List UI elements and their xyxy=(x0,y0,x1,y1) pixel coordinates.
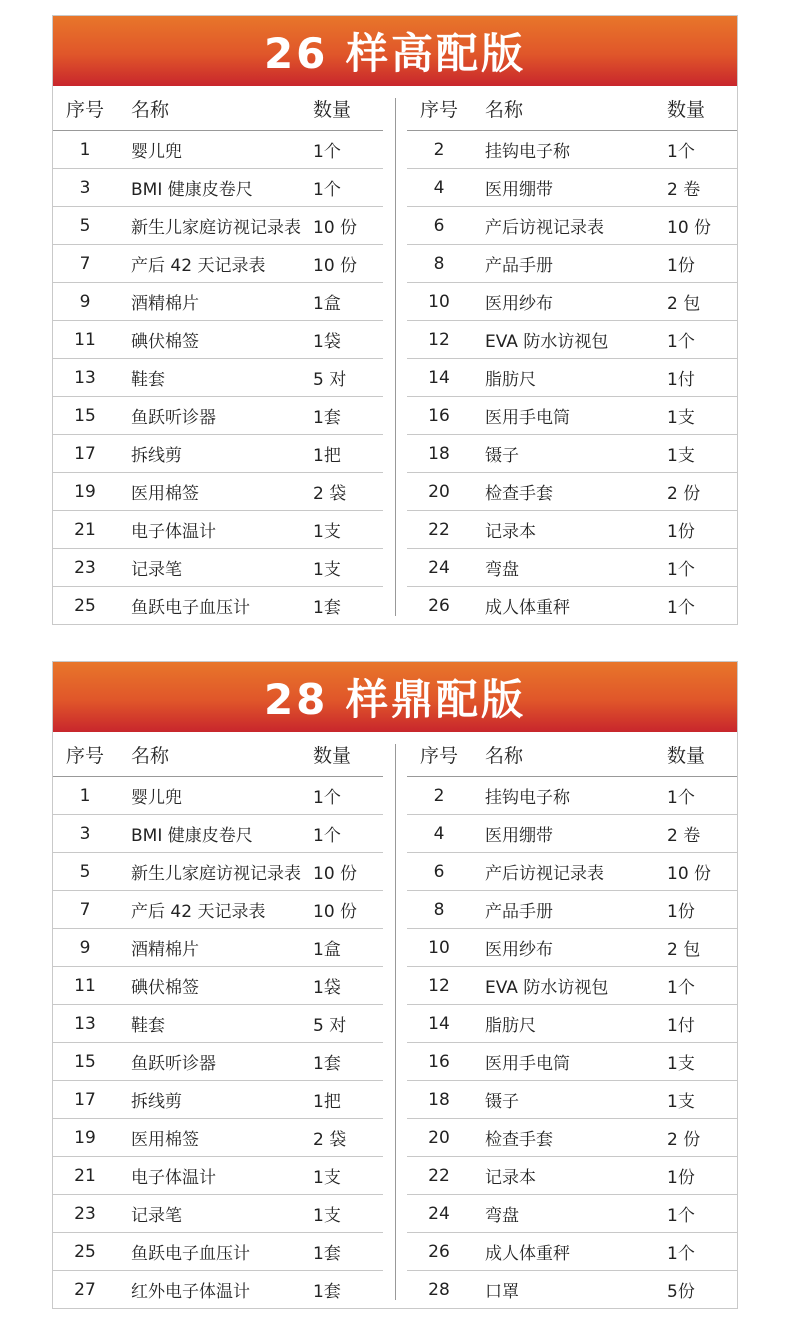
table-row xyxy=(53,891,383,929)
item-number: 6 xyxy=(407,207,471,245)
item-number: 16 xyxy=(407,1043,471,1081)
item-name: 医用手电筒 xyxy=(471,397,667,435)
table-row xyxy=(407,1081,737,1119)
table-header-row xyxy=(53,86,383,131)
item-name: 产品手册 xyxy=(471,245,667,283)
item-quantity: 1套 xyxy=(313,1043,383,1081)
item-number: 11 xyxy=(53,967,117,1005)
table-row xyxy=(53,549,383,587)
item-number: 16 xyxy=(407,397,471,435)
item-quantity: 1把 xyxy=(313,435,383,473)
item-name: 鱼跃听诊器 xyxy=(117,1043,313,1081)
header-name: 名称 xyxy=(471,86,667,131)
table-row xyxy=(407,1005,737,1043)
table-row xyxy=(53,245,383,283)
item-name: 酒精棉片 xyxy=(117,283,313,321)
right-column xyxy=(395,732,737,1308)
table-row xyxy=(407,321,737,359)
item-name: 成人体重秤 xyxy=(471,1233,667,1271)
table-row xyxy=(53,1119,383,1157)
item-name: 电子体温计 xyxy=(117,511,313,549)
table-row xyxy=(53,929,383,967)
item-name: 挂钩电子称 xyxy=(471,777,667,815)
item-number: 17 xyxy=(53,435,117,473)
table-columns xyxy=(53,732,737,1308)
item-number: 5 xyxy=(53,853,117,891)
item-name: 成人体重秤 xyxy=(485,598,570,618)
item-name: 产后 42 天记录表 xyxy=(117,891,313,929)
table-row xyxy=(53,397,383,435)
item-quantity: 2 份 xyxy=(667,473,737,511)
item-quantity: 1个 xyxy=(667,1233,737,1271)
item-name: 弯盘 xyxy=(471,549,667,587)
item-number: 18 xyxy=(407,435,471,473)
table-header-row xyxy=(53,732,383,777)
item-quantity: 10 份 xyxy=(667,207,737,245)
item-number: 8 xyxy=(407,245,471,283)
table-row xyxy=(407,1043,737,1081)
item-number: 10 xyxy=(407,929,471,967)
column-divider xyxy=(395,744,396,1300)
item-quantity: 1个 xyxy=(667,1195,737,1233)
table-row xyxy=(407,359,737,397)
item-number: 23 xyxy=(53,1195,117,1233)
item-quantity: 1个 xyxy=(667,321,737,359)
item-quantity: 1个 xyxy=(313,131,383,169)
table-row xyxy=(53,473,383,511)
table-row xyxy=(53,511,383,549)
item-quantity: 1套 xyxy=(313,397,383,435)
item-number: 3 xyxy=(53,169,117,207)
table-row xyxy=(53,359,383,397)
table-row xyxy=(407,1119,737,1157)
header-name: 名称 xyxy=(117,86,313,131)
section-title: 28 样鼎配版 xyxy=(53,662,737,732)
item-name: 鞋套 xyxy=(117,359,313,397)
item-name: 电子体温计 xyxy=(117,1157,313,1195)
item-number: 14 xyxy=(407,359,471,397)
items-table-left xyxy=(53,732,383,1308)
item-name: 鞋套 xyxy=(117,1005,313,1043)
item-quantity: 1盒 xyxy=(313,929,383,967)
item-name: 产后访视记录表 xyxy=(471,207,667,245)
item-name: 拆线剪 xyxy=(117,435,313,473)
table-row xyxy=(53,207,383,245)
item-quantity: 1个 xyxy=(313,815,383,853)
item-quantity: 1支 xyxy=(667,1081,737,1119)
item-number: 9 xyxy=(53,929,117,967)
item-quantity: 2 袋 xyxy=(313,473,383,511)
item-number: 5 xyxy=(53,207,117,245)
item-number: 19 xyxy=(53,1119,117,1157)
item-number: 15 xyxy=(53,1043,117,1081)
header-quantity: 数量 xyxy=(313,732,383,777)
table-row xyxy=(407,853,737,891)
item-number: 25 xyxy=(74,595,96,616)
item-number: 7 xyxy=(53,245,117,283)
item-quantity: 1份 xyxy=(667,511,737,549)
left-column xyxy=(53,732,395,1308)
item-number: 7 xyxy=(53,891,117,929)
item-quantity: 1个 xyxy=(313,777,383,815)
table-row xyxy=(407,397,737,435)
table-row xyxy=(53,1271,383,1309)
header-quantity: 数量 xyxy=(667,86,737,131)
item-quantity: 1付 xyxy=(667,359,737,397)
item-number: 18 xyxy=(407,1081,471,1119)
item-quantity: 1个 xyxy=(667,967,737,1005)
table-row xyxy=(407,1157,737,1195)
item-number: 12 xyxy=(407,321,471,359)
item-name: 新生儿家庭访视记录表 xyxy=(117,207,313,245)
item-name: 医用纱布 xyxy=(471,283,667,321)
item-name: 记录本 xyxy=(471,1157,667,1195)
item-quantity: 1套 xyxy=(313,1233,383,1271)
item-number: 8 xyxy=(407,891,471,929)
item-number: 15 xyxy=(53,397,117,435)
items-table-right xyxy=(407,732,737,1308)
item-number: 21 xyxy=(53,511,117,549)
item-quantity: 1支 xyxy=(667,1043,737,1081)
item-number: 24 xyxy=(407,1195,471,1233)
item-number: 10 xyxy=(407,283,471,321)
item-quantity: 1支 xyxy=(313,1157,383,1195)
item-quantity: 1个 xyxy=(313,169,383,207)
item-quantity: 1个 xyxy=(667,777,737,815)
item-quantity: 5 对 xyxy=(313,1005,383,1043)
table-row xyxy=(53,435,383,473)
item-quantity: 2 包 xyxy=(667,929,737,967)
table-row xyxy=(407,549,737,587)
item-name: BMI 健康皮卷尺 xyxy=(117,815,313,853)
table-row xyxy=(407,967,737,1005)
item-name: 医用棉签 xyxy=(117,473,313,511)
item-name: 检查手套 xyxy=(471,1119,667,1157)
item-number: 19 xyxy=(53,473,117,511)
table-row xyxy=(407,511,737,549)
item-name: EVA 防水访视包 xyxy=(471,967,667,1005)
table-row xyxy=(407,587,737,625)
item-name: 碘伏棉签 xyxy=(117,967,313,1005)
header-quantity: 数量 xyxy=(313,86,383,131)
item-number: 6 xyxy=(407,853,471,891)
item-quantity: 2 卷 xyxy=(667,815,737,853)
item-number: 11 xyxy=(53,321,117,359)
item-name: 镊子 xyxy=(471,1081,667,1119)
item-quantity: 10 份 xyxy=(313,853,383,891)
item-quantity: 1套 xyxy=(313,1282,341,1302)
table-row xyxy=(53,1081,383,1119)
right-column xyxy=(395,86,737,624)
item-name: 记录笔 xyxy=(117,549,313,587)
item-number: 20 xyxy=(407,473,471,511)
table-row xyxy=(53,1005,383,1043)
item-name: 脂肪尺 xyxy=(471,1005,667,1043)
item-name: 鱼跃听诊器 xyxy=(117,397,313,435)
table-row xyxy=(53,853,383,891)
item-number: 13 xyxy=(53,1005,117,1043)
table-row xyxy=(53,1195,383,1233)
item-quantity: 1支 xyxy=(667,435,737,473)
item-number: 22 xyxy=(407,1157,471,1195)
header-quantity: 数量 xyxy=(667,732,737,777)
item-quantity: 5份 xyxy=(667,1282,695,1302)
kit-panel-28 xyxy=(52,661,738,1309)
item-quantity: 10 份 xyxy=(313,245,383,283)
item-number: 1 xyxy=(53,777,117,815)
header-number: 序号 xyxy=(407,732,471,777)
item-number: 26 xyxy=(407,1233,471,1271)
left-column xyxy=(53,86,395,624)
item-number: 24 xyxy=(407,549,471,587)
item-number: 28 xyxy=(428,1279,450,1300)
item-name: 婴儿兜 xyxy=(117,131,313,169)
header-number: 序号 xyxy=(407,86,471,131)
table-row xyxy=(53,321,383,359)
item-quantity: 1把 xyxy=(313,1081,383,1119)
item-quantity: 1支 xyxy=(313,1195,383,1233)
item-name: 镊子 xyxy=(471,435,667,473)
kit-panel-26 xyxy=(52,15,738,625)
item-number: 14 xyxy=(407,1005,471,1043)
item-number: 4 xyxy=(407,815,471,853)
item-name: 产后 42 天记录表 xyxy=(117,245,313,283)
item-name: 弯盘 xyxy=(471,1195,667,1233)
item-number: 25 xyxy=(53,1233,117,1271)
table-row xyxy=(407,1195,737,1233)
table-row xyxy=(53,967,383,1005)
table-row xyxy=(407,777,737,815)
item-number: 27 xyxy=(74,1279,96,1300)
item-quantity: 10 份 xyxy=(313,207,383,245)
item-quantity: 2 包 xyxy=(667,283,737,321)
item-name: 拆线剪 xyxy=(117,1081,313,1119)
item-quantity: 1付 xyxy=(667,1005,737,1043)
item-quantity: 5 对 xyxy=(313,359,383,397)
item-number: 23 xyxy=(53,549,117,587)
item-number: 9 xyxy=(53,283,117,321)
item-number: 4 xyxy=(407,169,471,207)
table-row xyxy=(407,435,737,473)
items-table-left xyxy=(53,86,383,624)
item-name: 医用手电筒 xyxy=(471,1043,667,1081)
table-row xyxy=(407,169,737,207)
item-number: 2 xyxy=(407,131,471,169)
table-row xyxy=(53,283,383,321)
table-header-row xyxy=(407,86,737,131)
table-row xyxy=(53,1233,383,1271)
item-name: 产品手册 xyxy=(471,891,667,929)
table-row xyxy=(407,245,737,283)
table-row xyxy=(407,1233,737,1271)
item-name: 鱼跃电子血压计 xyxy=(131,598,250,618)
item-name: 脂肪尺 xyxy=(471,359,667,397)
item-name: 医用绷带 xyxy=(471,815,667,853)
item-quantity: 1袋 xyxy=(313,321,383,359)
item-quantity: 2 份 xyxy=(667,1119,737,1157)
item-quantity: 1份 xyxy=(667,891,737,929)
table-row xyxy=(407,473,737,511)
item-name: 记录本 xyxy=(471,511,667,549)
item-number: 3 xyxy=(53,815,117,853)
table-row xyxy=(53,169,383,207)
items-table-right xyxy=(407,86,737,624)
item-quantity: 1袋 xyxy=(313,967,383,1005)
item-name: 红外电子体温计 xyxy=(131,1282,250,1302)
table-row xyxy=(53,1043,383,1081)
item-quantity: 1个 xyxy=(667,549,737,587)
header-number: 序号 xyxy=(53,732,117,777)
item-quantity: 1支 xyxy=(313,549,383,587)
table-row xyxy=(407,929,737,967)
item-name: 医用纱布 xyxy=(471,929,667,967)
table-row xyxy=(407,207,737,245)
item-quantity: 1个 xyxy=(667,598,695,618)
table-row xyxy=(407,815,737,853)
header-name: 名称 xyxy=(471,732,667,777)
item-quantity: 1份 xyxy=(667,245,737,283)
item-quantity: 1个 xyxy=(667,131,737,169)
table-header-row xyxy=(407,732,737,777)
item-name: 酒精棉片 xyxy=(117,929,313,967)
item-name: 口罩 xyxy=(485,1282,519,1302)
item-quantity: 2 卷 xyxy=(667,169,737,207)
item-number: 1 xyxy=(53,131,117,169)
item-name: 挂钩电子称 xyxy=(471,131,667,169)
item-name: 婴儿兜 xyxy=(117,777,313,815)
item-number: 26 xyxy=(428,595,450,616)
item-number: 21 xyxy=(53,1157,117,1195)
table-columns xyxy=(53,86,737,624)
item-number: 12 xyxy=(407,967,471,1005)
table-row xyxy=(53,587,383,625)
item-quantity: 1支 xyxy=(667,397,737,435)
item-name: 碘伏棉签 xyxy=(117,321,313,359)
item-name: EVA 防水访视包 xyxy=(471,321,667,359)
item-name: 医用绷带 xyxy=(471,169,667,207)
table-row xyxy=(407,283,737,321)
item-quantity: 1份 xyxy=(667,1157,737,1195)
item-quantity: 1支 xyxy=(313,511,383,549)
table-row xyxy=(407,891,737,929)
item-name: 检查手套 xyxy=(471,473,667,511)
item-quantity: 10 份 xyxy=(667,853,737,891)
item-quantity: 1盒 xyxy=(313,283,383,321)
header-number: 序号 xyxy=(53,86,117,131)
table-row xyxy=(53,777,383,815)
column-divider xyxy=(395,98,396,616)
item-name: 记录笔 xyxy=(117,1195,313,1233)
item-name: 产后访视记录表 xyxy=(471,853,667,891)
table-row xyxy=(407,1271,737,1309)
item-name: 新生儿家庭访视记录表 xyxy=(117,853,313,891)
item-name: BMI 健康皮卷尺 xyxy=(117,169,313,207)
item-number: 20 xyxy=(407,1119,471,1157)
item-number: 22 xyxy=(407,511,471,549)
item-number: 2 xyxy=(407,777,471,815)
item-number: 17 xyxy=(53,1081,117,1119)
table-row xyxy=(53,131,383,169)
table-row xyxy=(53,815,383,853)
item-quantity: 2 袋 xyxy=(313,1119,383,1157)
header-name: 名称 xyxy=(117,732,313,777)
item-quantity: 10 份 xyxy=(313,891,383,929)
section-title: 26 样高配版 xyxy=(53,16,737,86)
item-quantity: 1套 xyxy=(313,598,341,618)
table-row xyxy=(407,131,737,169)
item-name: 医用棉签 xyxy=(117,1119,313,1157)
item-number: 13 xyxy=(53,359,117,397)
item-name: 鱼跃电子血压计 xyxy=(117,1233,313,1271)
table-row xyxy=(53,1157,383,1195)
